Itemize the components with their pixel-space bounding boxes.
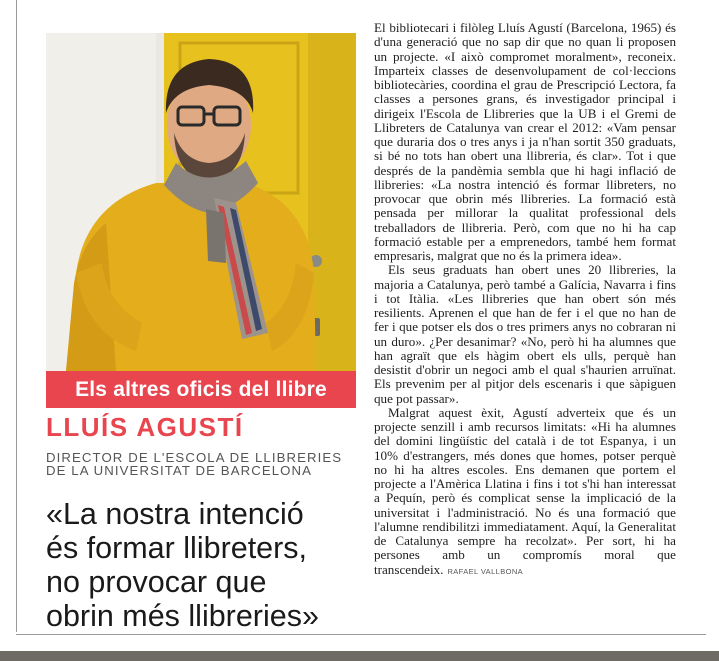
column-rule (16, 0, 17, 632)
quote-line: no provocar que (46, 565, 267, 599)
article-paragraph: El bibliotecari i filòleg Lluís Agustí (Barcelona, 1965) és d'una generació que no sap dir que no quan li proposen un projecte. «I això compromet moralment», reconeix. Imparteix classes de desenvolupament de col·leccions bibliotecàries, coordina el grau de Prescripció Lectora, fa classes a persones grans, és investigador principal i dirigeix l'Escola de Llibreries que la UB i el Gremi de Llibreters de Catalunya van crear el 2012: «Vam pensar que duraria dos o tres anys i ja n'han sortit 350 graduats, si bé no tots han obert una llibreria, és clar». Tot i que després de la pandèmia sembla que hi hagi inflació de llibreries: «La nostra intenció és formar llibreters, no provocar que obrin més llibreries. La formació està pensada per millorar la qualitat professional dels treballadors de llibreria. Però, com que no hi ha cap formació estable per a emprenedors, també hem format empresaris, malgrat que no és la primera idea». (374, 20, 676, 263)
article-paragraph (374, 406, 676, 579)
interviewee-role (46, 451, 356, 477)
page-rule (16, 634, 706, 635)
portrait-photo (46, 33, 356, 371)
quote-line: obrin més llibreries» (46, 599, 319, 633)
role-line: DE LA UNIVERSITAT DE BARCELONA (46, 463, 313, 478)
next-page-strip (0, 651, 719, 661)
author-credit: RAFAEL VALLBONA (447, 566, 524, 576)
pull-quote (46, 497, 366, 633)
quote-line: és formar llibreters, (46, 531, 308, 565)
article-body (374, 21, 676, 579)
article-paragraph-text: Malgrat aquest èxit, Agustí adverteix que és un projecte senzill i amb recursos limitats: «Hi ha alumnes del domini lingüístic del català i de tot Espanya, i un 10% d'estrangers, més dones que homes, potser perquè no hi ha altres escoles. Ens demanen que portem el projecte a l'Amèrica Llatina i fins i tot s'hi han interessat a Pequín, però és complicat sense la implicació de la universitat i l'administració. No és una formació que l'alumne rendibilitzi immediatament. Aquí, la Generalitat de Catalunya sempre ha recolzat». Per sort, hi ha persones amb un compromís moral que transcendeix. (374, 404, 676, 577)
quote-line: «La nostra intenció (46, 497, 304, 531)
article-paragraph: Els seus graduats han obert unes 20 llibreries, la majoria a Catalunya, però també a Galícia, Navarra i fins i tot Itàlia. «Les llibreries que han obert són més resilients. Aprenen el que han de fer i el que no han de fer i que potser els dos o tres primers anys no cobraran ni un duro». ¿Per desanimar? «No, però hi ha alumnes que han agraït que els hàgim obert els ulls, perquè han desistit d'obrir un negoci amb el qual s'haurien arruïnat. Els prevenim per al pitjor dels escenaris i que sàpiguen que pot passar». (374, 262, 676, 406)
interviewee-name: LLUÍS AGUSTÍ (46, 412, 244, 442)
role-line: DIRECTOR DE L'ESCOLA DE LLIBRERIES (46, 450, 343, 465)
section-banner: Els altres oficis del llibre (46, 371, 356, 408)
